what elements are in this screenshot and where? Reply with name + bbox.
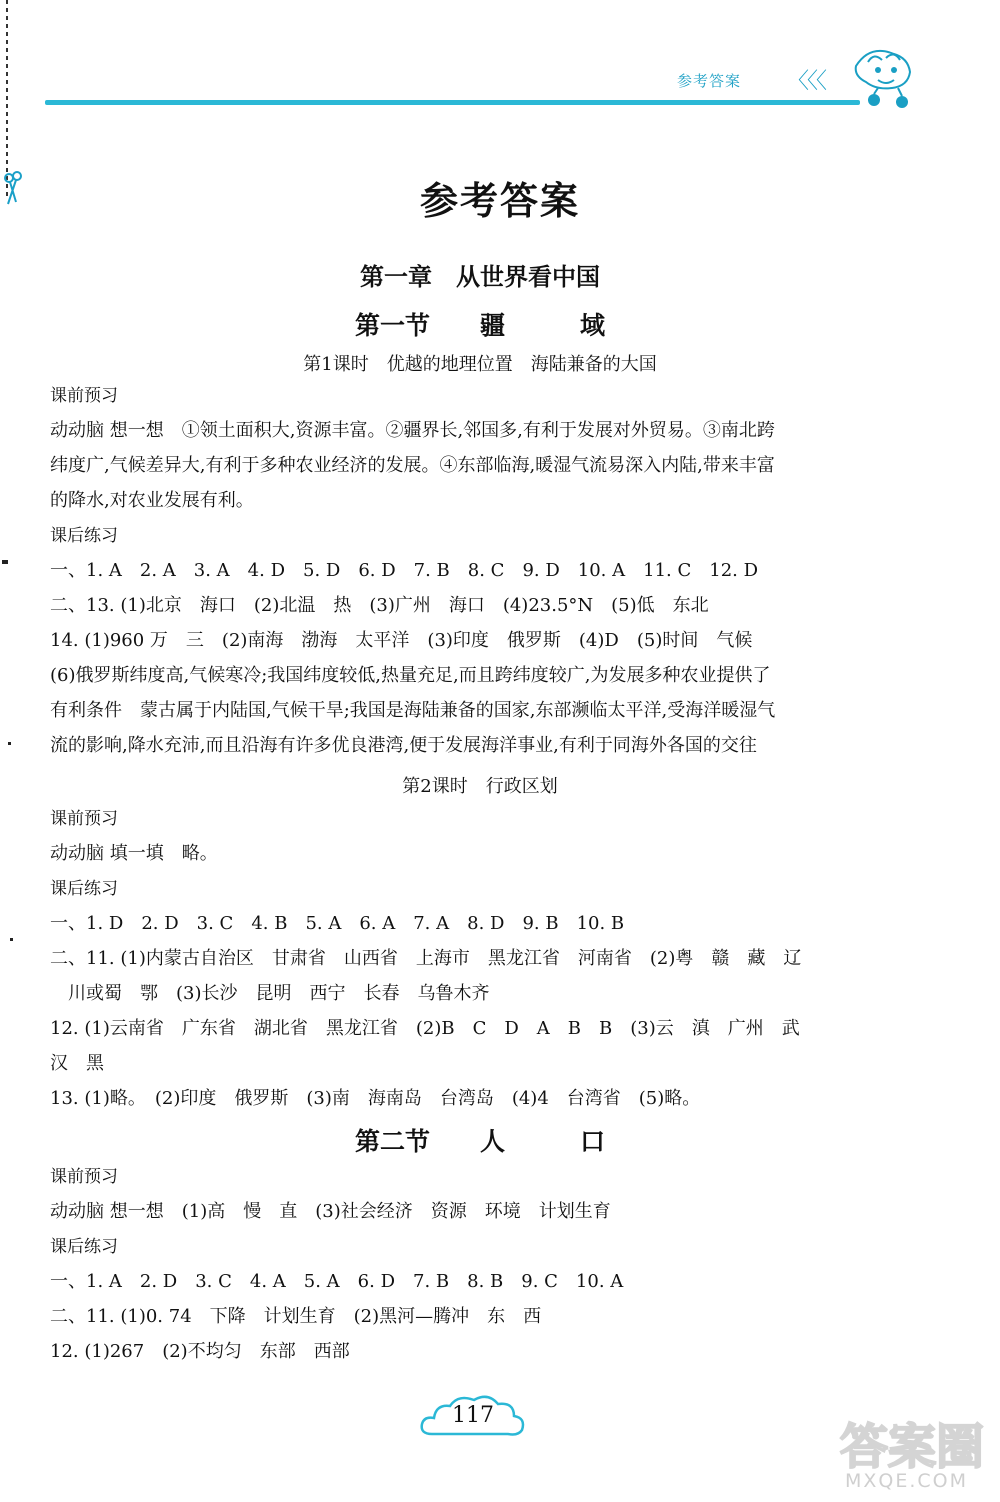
answer-line: 13. (1)略。 (2)印度 俄罗斯 (3)南 海南岛 台湾岛 (4)4 台湾省 (5)略。 [50,1088,701,1109]
header-chevrons: 〈〈〈 [787,69,826,94]
answer-line: 川或蜀 鄂 (3)长沙 昆明 西宁 长春 乌鲁木齐 [50,983,490,1004]
answer-line: 二、11. (1)内蒙古自治区 甘肃省 山西省 上海市 黑龙江省 河南省 (2)粤 赣 藏 辽 [50,948,802,969]
answer-line: 一、1. A 2. A 3. A 4. D 5. D 6. D 7. B 8. C 9. D 10. A 11. C 12. D [50,560,759,581]
answer-line: 14. (1)960 万 三 (2)南海 渤海 太平洋 (3)印度 俄罗斯 (4)D (5)时间 气候 [50,630,753,651]
answer-line: 动动脑 填一填 略。 [50,843,218,864]
watermark-url: MXQE.COM [845,1470,969,1492]
pre-study-label: 课前预习 [50,809,118,829]
answer-line: 一、1. A 2. D 3. C 4. A 5. A 6. D 7. B 8. B 9. C 10. A [50,1271,624,1292]
header-label: 参考答案 [677,72,742,90]
svg-text:答案圈: 答案圈 [840,1419,985,1475]
exercise-label: 课后练习 [50,526,118,546]
answer-line: 有利条件 蒙古属于内陆国,气候干旱;我国是海陆兼备的国家,东部濒临太平洋,受海洋暖湿气 [50,700,776,721]
answer-line: 二、11. (1)0. 74 下降 计划生育 (2)黑河—腾冲 东 西 [50,1306,542,1327]
answer-line: 12. (1)267 (2)不均匀 东部 西部 [50,1341,350,1362]
section-title: 第二节 人 口 [354,1127,605,1156]
answer-line: 的降水,对农业发展有利。 [50,490,254,511]
answer-line: 纬度广,气候差异大,有利于多种农业经济的发展。④东部临海,暖湿气流易深入内陆,带来丰富 [50,455,775,476]
answer-line: 动动脑 想一想 ①领土面积大,资源丰富。②疆界长,邻国多,有利于发展对外贸易。③南北跨 [50,420,775,441]
pre-study-label: 课前预习 [50,386,118,406]
header-rule [45,100,860,105]
answer-line: 汉 黑 [50,1053,104,1074]
answer-line: (6)俄罗斯纬度高,气候寒冷;我国纬度较低,热量充足,而且跨纬度较广,为发展多种农业提供了 [50,665,771,686]
exercise-label: 课后练习 [50,879,118,899]
answer-line: 流的影响,降水充沛,而且沿海有许多优良港湾,便于发展海洋事业,有利于同海外各国的交往 [50,735,757,756]
page-title: 参考答案 [419,179,580,223]
section-title: 第一节 疆 域 [354,311,605,340]
page-number: 117 [452,1403,494,1428]
answer-line: 12. (1)云南省 广东省 湖北省 黑龙江省 (2)B C D A B B (3)云 滇 广州 武 [50,1018,800,1039]
exercise-label: 课后练习 [50,1237,118,1257]
answer-line: 动动脑 想一想 (1)高 慢 直 (3)社会经济 资源 环境 计划生育 [50,1201,611,1222]
answer-line: 一、1. D 2. D 3. C 4. B 5. A 6. A 7. A 8. D 9. B 10. B [50,913,625,934]
mascot-icon [848,42,918,114]
lesson-title: 第1课时 优越的地理位置 海陆兼备的大国 [303,354,657,375]
lesson-title: 第2课时 行政区划 [402,776,558,797]
chapter-title: 第一章 从世界看中国 [360,263,600,291]
pre-study-label: 课前预习 [50,1167,118,1187]
answer-line: 二、13. (1)北京 海口 (2)北温 热 (3)广州 海口 (4)23.5°N (5)低 东北 [50,595,709,616]
